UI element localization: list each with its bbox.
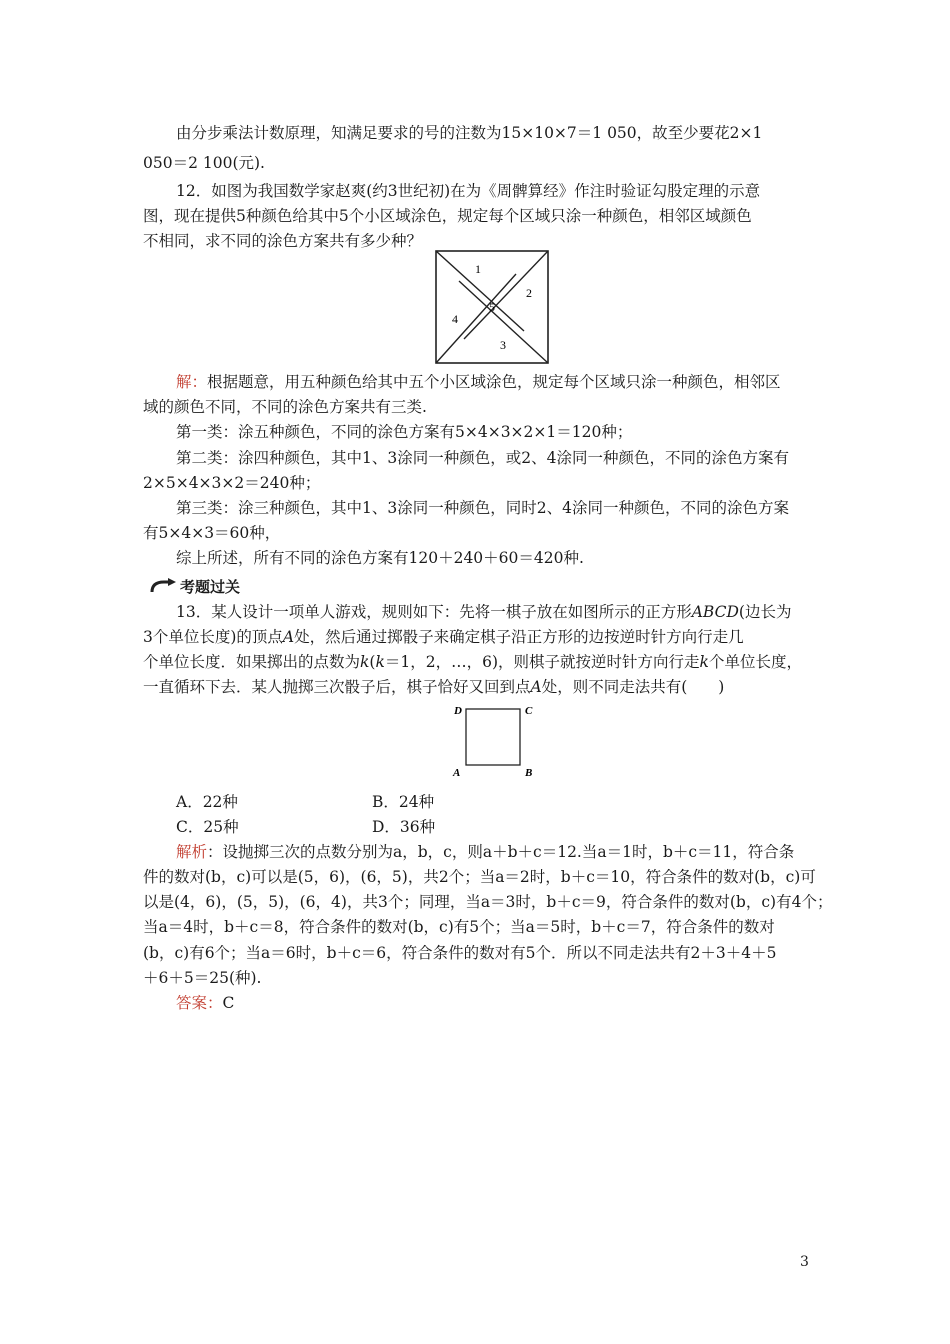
analysis-label: 解析 [176, 843, 208, 861]
page-number: 3 [800, 1254, 809, 1270]
vertex-label-b: B [525, 767, 533, 779]
section-title: 考题过关 [180, 577, 241, 596]
hook-arrow-icon [150, 578, 176, 594]
solution-label: 解： [176, 373, 208, 391]
solution-line: 域的颜色不同，不同的涂色方案共有三类. [143, 398, 427, 416]
analysis-line: (b，c)有6个；当a＝6时，b＋c＝6，符合条件的数对有5个．所以不同走法共有2＋3＋4＋5 [143, 944, 777, 962]
option-d: D．36种 [372, 818, 436, 836]
square-abcd-diagram [448, 700, 542, 780]
answer-value: C [222, 994, 235, 1012]
option-b: B．24种 [372, 793, 435, 811]
question-13-line: 13．某人设计一项单人游戏，规则如下：先将一棋子放在如图所示的正方形ABCD(边长为 [176, 603, 792, 621]
region-label: 2 [526, 286, 532, 300]
analysis-line: 解析：设抛掷三次的点数分别为a，b，c，则a＋b＋c＝12.当a＝1时，b＋c＝11，符合条 [176, 843, 795, 861]
question-13-line: 一直循环下去．某人抛掷三次骰子后，棋子恰好又回到点A处，则不同走法共有( ) [143, 678, 725, 696]
region-label: 1 [475, 262, 481, 276]
solution-line: 第一类：涂五种颜色，不同的涂色方案有5×4×3×2×1＝120种； [176, 423, 633, 441]
analysis-line: 当a＝4时，b＋c＝8，符合条件的数对(b，c)有5个；当a＝5时，b＋c＝7，符合条件的数对 [143, 918, 775, 936]
solution-line: 综上所述，所有不同的涂色方案有120＋240＋60＝420种. [176, 549, 584, 567]
region-label: 3 [500, 338, 506, 352]
solution-line: 有5×4×3＝60种， [143, 524, 281, 542]
text-line: 由分步乘法计数原理，知满足要求的号的注数为15×10×7＝1 050，故至少要花2×1 [176, 124, 763, 142]
section-header [150, 575, 240, 597]
zhao-shuang-diagram [434, 249, 550, 365]
question-12-line: 12．如图为我国数学家赵爽(约3世纪初)在为《周髀算经》作注时验证勾股定理的示意 [176, 182, 761, 200]
vertex-label-d: D [454, 705, 462, 717]
answer-line [176, 991, 856, 1015]
region-label: 5 [489, 300, 495, 314]
analysis-line: 件的数对(b，c)可以是(5，6)，(6，5)，共2个；当a＝2时，b＋c＝10，符合条件的数对(b，c)可 [143, 868, 816, 886]
analysis-line: ＋6＋5＝25(种). [143, 969, 262, 987]
region-label: 4 [452, 312, 458, 326]
analysis-line: 以是(4，6)，(5，5)，(6，4)，共3个；同理，当a＝3时，b＋c＝9，符合条件的数对(b，c)有4个； [143, 893, 833, 911]
vertex-label-a: A [453, 767, 461, 779]
solution-line: 第三类：涂三种颜色，其中1、3涂同一种颜色，同时2、4涂同一种颜色，不同的涂色方案 [176, 499, 789, 517]
question-12-line: 不相同，求不同的涂色方案共有多少种？ [143, 232, 423, 250]
text-line: 050＝2 100(元). [143, 154, 265, 172]
solution-line: 解：根据题意，用五种颜色给其中五个小区域涂色，规定每个区域只涂一种颜色，相邻区 [176, 373, 781, 391]
question-12-line: 图，现在提供5种颜色给其中5个小区域涂色，规定每个区域只涂一种颜色，相邻区域颜色 [143, 207, 752, 225]
question-13-line: 3个单位长度)的顶点A处，然后通过掷骰子来确定棋子沿正方形的边按逆时针方向行走几 [143, 628, 744, 646]
vertex-label-c: C [525, 705, 533, 717]
answer-label: 答案： [176, 994, 223, 1012]
square [466, 709, 520, 765]
option-c: C．25种 [176, 818, 239, 836]
solution-line: 2×5×4×3×2＝240种； [143, 474, 321, 492]
solution-line: 第二类：涂四种颜色，其中1、3涂同一种颜色，或2、4涂同一种颜色，不同的涂色方案有 [176, 449, 789, 467]
option-a: A．22种 [176, 793, 238, 811]
question-13-line: 个单位长度．如果掷出的点数为k(k＝1，2，…，6)，则棋子就按逆时针方向行走k个单位长度， [143, 653, 802, 671]
